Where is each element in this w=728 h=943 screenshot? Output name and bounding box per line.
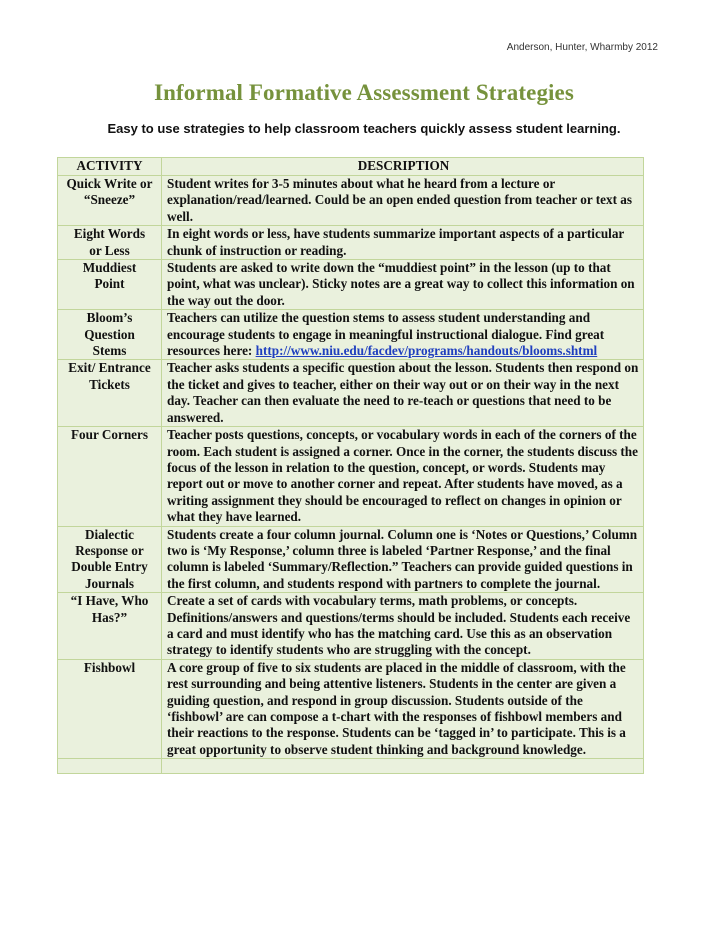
activity-cell: Four Corners (58, 427, 162, 526)
activity-cell: Muddiest Point (58, 260, 162, 310)
table-row (58, 427, 644, 526)
description-cell: Students are asked to write down the “muddiest point” in the lesson (up to that point, what was unclear). Sticky notes are a great way to collect this information on the way out the door. (162, 260, 644, 310)
activity-cell: Eight Words or Less (58, 226, 162, 260)
page-subtitle: Easy to use strategies to help classroom teachers quickly assess student learning. (107, 121, 621, 136)
activity-cell: Bloom’s Question Stems (58, 310, 162, 360)
empty-cell (58, 759, 162, 774)
table-row (58, 659, 644, 758)
table-row (58, 593, 644, 660)
page-title: Informal Formative Assessment Strategies (154, 80, 574, 105)
activity-column-header: ACTIVITY (58, 158, 162, 176)
description-cell: Student writes for 3-5 minutes about what he heard from a lecture or explanation/read/learned. Could be an open ended question from teacher or text as well. (162, 176, 644, 226)
blooms-resources-link[interactable]: http://www.niu.edu/facdev/programs/handouts/blooms.shtml (255, 343, 598, 359)
author-credit: Anderson, Hunter, Wharmby 2012 (506, 42, 658, 53)
description-text: Teachers can utilize the question stems to assess student understanding and encourage students to engage in meaningful instructional dialogue. Find great resources here: (167, 310, 605, 359)
empty-cell (162, 759, 644, 774)
description-cell: Teacher asks students a specific question about the lesson. Students then respond on the ticket and gives to teacher, either on their way out or on their way in the next day. Teacher can then evaluate the need to re-teach or questions that need to be answered. (162, 360, 644, 427)
description-cell: A core group of five to six students are placed in the middle of classroom, with the rest surrounding and being attentive listeners. Students in the center are given a guiding question, and respond in group discussion. Students outside of the ‘fishbowl’ are can compose a t-chart with the responses of fishbowl members and their reactions to the response. Students can be ‘tagged in’ to participate. This is a great opportunity to observe student thinking and background knowledge. (162, 659, 644, 758)
table-header-row (58, 158, 644, 176)
description-cell: Create a set of cards with vocabulary terms, math problems, or concepts. Definitions/answers and questions/terms should be included. Students each receive a card and must identify who has the matching card. Use this as an observation strategy to identify students who are struggling with the concept. (162, 593, 644, 660)
description-cell: In eight words or less, have students summarize important aspects of a particular chunk of instruction or reading. (162, 226, 644, 260)
activity-cell: Quick Write or “Sneeze” (58, 176, 162, 226)
table-empty-row (58, 759, 644, 774)
table-row (58, 526, 644, 593)
activity-cell: Dialectic Response or Double Entry Journals (58, 526, 162, 593)
activity-cell: “I Have, Who Has?” (58, 593, 162, 660)
description-column-header: DESCRIPTION (162, 158, 644, 176)
table-row (58, 360, 644, 427)
description-cell: Students create a four column journal. Column one is ‘Notes or Questions,’ Column two is ‘My Response,’ column three is labeled ‘Partner Response,’ and the final column is labeled ‘Summary/Reflection.” Teachers can provide guided questions in the first column, and students respond with partners to complete the journal. (162, 526, 644, 593)
table-row (58, 260, 644, 310)
strategies-table (57, 157, 644, 774)
table-row (58, 226, 644, 260)
description-cell: Teacher posts questions, concepts, or vocabulary words in each of the corners of the room. Each student is assigned a corner. Once in the corner, the students discuss the focus of the lesson in relation to the question, concept, or words. Students may report out or move to another corner and repeat. After students have moved, as a writing assignment they should be encouraged to reflect on changes in opinion or what they have learned. (162, 427, 644, 526)
activity-cell: Exit/ Entrance Tickets (58, 360, 162, 427)
description-cell (162, 310, 644, 360)
activity-cell: Fishbowl (58, 659, 162, 758)
table-row (58, 310, 644, 360)
table-row (58, 176, 644, 226)
